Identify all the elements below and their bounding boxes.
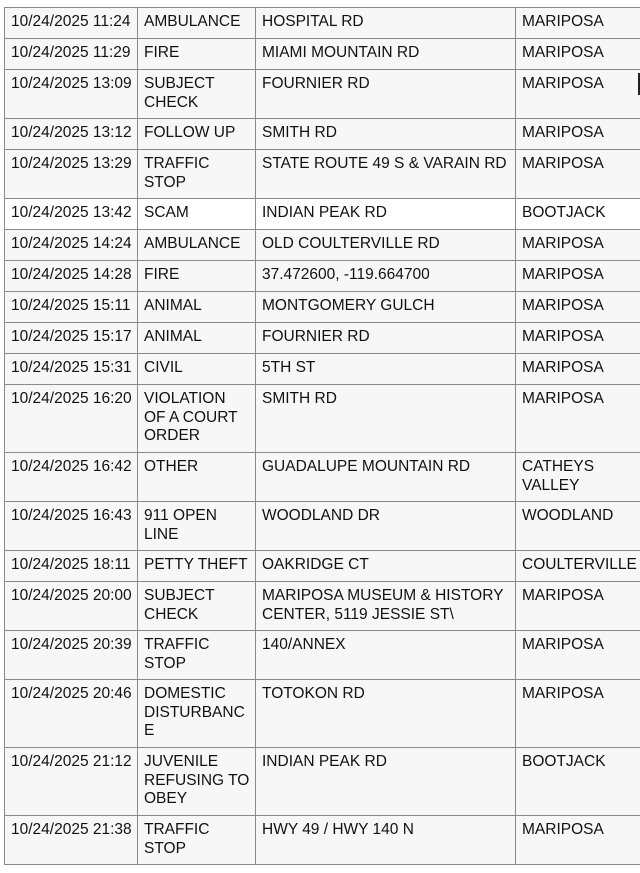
cell-datetime: 10/24/2025 20:00 — [5, 582, 138, 631]
cell-location: WOODLAND DR — [256, 502, 516, 551]
cell-type: TRAFFIC STOP — [138, 816, 256, 865]
cell-datetime: 10/24/2025 11:29 — [5, 39, 138, 70]
cell-area: MARIPOSA — [516, 323, 640, 354]
table-row — [5, 631, 640, 680]
cell-type: SCAM — [138, 199, 256, 230]
cell-location: FOURNIER RD — [256, 323, 516, 354]
cell-type: JUVENILE REFUSING TO OBEY — [138, 748, 256, 816]
cell-location: INDIAN PEAK RD — [256, 199, 516, 230]
cell-datetime: 10/24/2025 13:12 — [5, 119, 138, 150]
cell-type: CIVIL — [138, 354, 256, 385]
cell-type: TRAFFIC STOP — [138, 150, 256, 199]
incident-log-body — [5, 8, 640, 865]
cell-location: MIAMI MOUNTAIN RD — [256, 39, 516, 70]
cell-type: ANIMAL — [138, 323, 256, 354]
table-row — [5, 292, 640, 323]
table-row — [5, 39, 640, 70]
cell-location: HWY 49 / HWY 140 N — [256, 816, 516, 865]
cell-type: OTHER — [138, 453, 256, 502]
cell-location: SMITH RD — [256, 385, 516, 453]
table-row — [5, 816, 640, 865]
cell-datetime: 10/24/2025 15:31 — [5, 354, 138, 385]
table-row — [5, 502, 640, 551]
cell-datetime: 10/24/2025 13:42 — [5, 199, 138, 230]
cell-type: SUBJECT CHECK — [138, 582, 256, 631]
cell-area: BOOTJACK — [516, 199, 640, 230]
cell-type: SUBJECT CHECK — [138, 70, 256, 119]
cell-type: FIRE — [138, 261, 256, 292]
cell-location: 5TH ST — [256, 354, 516, 385]
cell-location: INDIAN PEAK RD — [256, 748, 516, 816]
cell-area: CATHEYS VALLEY — [516, 453, 640, 502]
cell-area: MARIPOSA — [516, 354, 640, 385]
cell-location: FOURNIER RD — [256, 70, 516, 119]
cell-type: DOMESTIC DISTURBANCE — [138, 680, 256, 748]
cell-type: PETTY THEFT — [138, 551, 256, 582]
incident-log-table — [4, 7, 640, 865]
cell-location: GUADALUPE MOUNTAIN RD — [256, 453, 516, 502]
cell-datetime: 10/24/2025 15:17 — [5, 323, 138, 354]
table-row — [5, 385, 640, 453]
cell-location: MONTGOMERY GULCH — [256, 292, 516, 323]
cell-datetime: 10/24/2025 15:11 — [5, 292, 138, 323]
cell-location: OAKRIDGE CT — [256, 551, 516, 582]
table-row — [5, 150, 640, 199]
cell-location: 140/ANNEX — [256, 631, 516, 680]
table-row — [5, 261, 640, 292]
cell-datetime: 10/24/2025 21:38 — [5, 816, 138, 865]
table-row — [5, 119, 640, 150]
cell-datetime: 10/24/2025 11:24 — [5, 8, 138, 39]
table-row — [5, 199, 640, 230]
table-row — [5, 8, 640, 39]
table-row — [5, 748, 640, 816]
cell-area: MARIPOSA — [516, 119, 640, 150]
cell-area: MARIPOSA — [516, 631, 640, 680]
table-row — [5, 680, 640, 748]
cell-area: MARIPOSA — [516, 150, 640, 199]
cell-datetime: 10/24/2025 20:39 — [5, 631, 138, 680]
cell-area: MARIPOSA — [516, 816, 640, 865]
cell-location: SMITH RD — [256, 119, 516, 150]
cell-type: FOLLOW UP — [138, 119, 256, 150]
table-row — [5, 70, 640, 119]
cell-datetime: 10/24/2025 16:43 — [5, 502, 138, 551]
cell-location: TOTOKON RD — [256, 680, 516, 748]
cell-location: MARIPOSA MUSEUM & HISTORY CENTER, 5119 JESSIE ST\ — [256, 582, 516, 631]
table-row — [5, 453, 640, 502]
cell-location: OLD COULTERVILLE RD — [256, 230, 516, 261]
cell-datetime: 10/24/2025 16:20 — [5, 385, 138, 453]
cell-datetime: 10/24/2025 21:12 — [5, 748, 138, 816]
table-row — [5, 551, 640, 582]
cell-area: MARIPOSA — [516, 582, 640, 631]
cell-location: HOSPITAL RD — [256, 8, 516, 39]
cell-datetime: 10/24/2025 16:42 — [5, 453, 138, 502]
cell-area: MARIPOSA — [516, 8, 640, 39]
cell-type: VIOLATION OF A COURT ORDER — [138, 385, 256, 453]
cell-area: MARIPOSA — [516, 292, 640, 323]
cell-type: 911 OPEN LINE — [138, 502, 256, 551]
cell-datetime: 10/24/2025 13:09 — [5, 70, 138, 119]
cell-type: FIRE — [138, 39, 256, 70]
cell-datetime: 10/24/2025 14:24 — [5, 230, 138, 261]
cell-area: BOOTJACK — [516, 748, 640, 816]
cell-area: MARIPOSA — [516, 385, 640, 453]
cell-type: AMBULANCE — [138, 8, 256, 39]
cell-datetime: 10/24/2025 18:11 — [5, 551, 138, 582]
table-row — [5, 230, 640, 261]
cell-datetime: 10/24/2025 13:29 — [5, 150, 138, 199]
cell-type: ANIMAL — [138, 292, 256, 323]
cell-area: MARIPOSA — [516, 39, 640, 70]
cell-area: WOODLAND — [516, 502, 640, 551]
cell-area: MARIPOSA — [516, 70, 640, 119]
cell-datetime: 10/24/2025 20:46 — [5, 680, 138, 748]
cell-datetime: 10/24/2025 14:28 — [5, 261, 138, 292]
table-row — [5, 582, 640, 631]
cell-area: MARIPOSA — [516, 261, 640, 292]
cell-area: COULTERVILLE — [516, 551, 640, 582]
cell-location: STATE ROUTE 49 S & VARAIN RD — [256, 150, 516, 199]
table-row — [5, 354, 640, 385]
cell-type: AMBULANCE — [138, 230, 256, 261]
cell-area: MARIPOSA — [516, 230, 640, 261]
cell-type: TRAFFIC STOP — [138, 631, 256, 680]
cell-area: MARIPOSA — [516, 680, 640, 748]
cell-location: 37.472600, -119.664700 — [256, 261, 516, 292]
table-row — [5, 323, 640, 354]
